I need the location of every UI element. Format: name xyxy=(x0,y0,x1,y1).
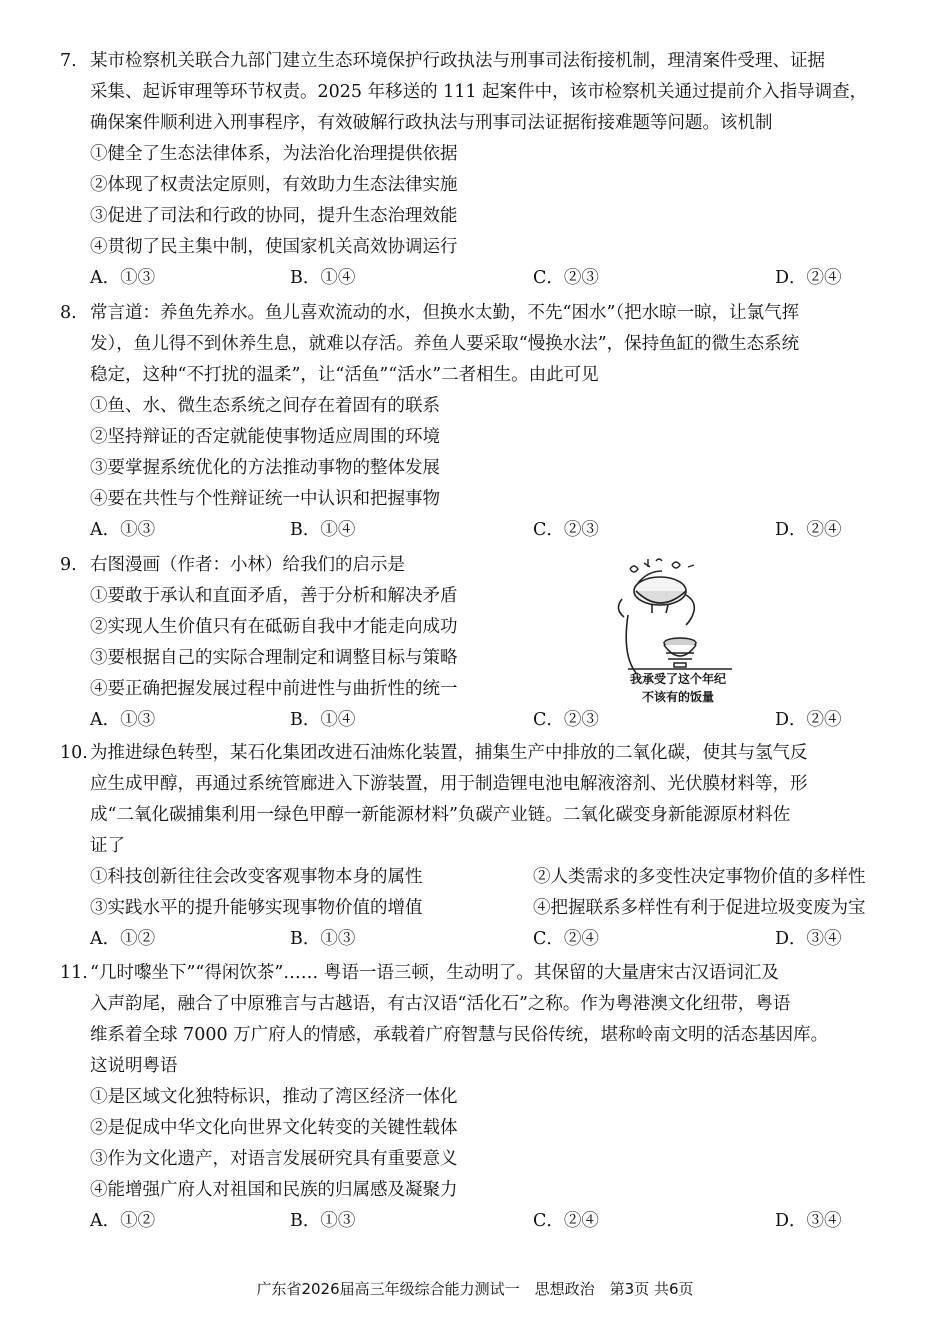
option-2: ②实现人生价值只有在砥砺自我中才能走向成功 xyxy=(90,617,458,637)
choice-c[interactable]: C．②④ xyxy=(533,929,599,949)
choice-b[interactable]: B．①③ xyxy=(290,1211,356,1231)
choice-b[interactable]: B．①④ xyxy=(290,710,356,730)
option-1: ①要敢于承认和直面矛盾，善于分析和解决矛盾 xyxy=(90,586,458,606)
choice-a[interactable]: A．①③ xyxy=(90,710,156,730)
rice-bowl-icon xyxy=(664,638,696,667)
question-number: 11. xyxy=(60,963,88,983)
option-4: ④把握联系多样性有利于促进垃圾变废为宝 xyxy=(533,898,866,918)
question-stem-line: 某市检察机关联合九部门建立生态环境保护行政执法与刑事司法衔接机制，理清案件受理、证据 xyxy=(90,51,825,71)
question-stem-line: 稳定，这种“不打扰的温柔”，让“活鱼”“活水”二者相生。由此可见 xyxy=(90,365,599,385)
question-10 xyxy=(60,738,910,955)
answer-choices xyxy=(60,705,910,736)
choice-c[interactable]: C．②③ xyxy=(533,268,599,288)
choice-a[interactable]: A．①③ xyxy=(90,520,156,540)
question-number: 7. xyxy=(60,51,77,71)
question-8 xyxy=(60,298,910,546)
choice-d[interactable]: D．②④ xyxy=(775,710,842,730)
answer-choices xyxy=(60,263,910,294)
choice-a[interactable]: A．①② xyxy=(90,929,156,949)
cartoon-caption xyxy=(612,670,744,706)
option-2: ②坚持辩证的否定就能使事物适应周围的环境 xyxy=(90,427,440,447)
option-4: ④要正确把握发展过程中前进性与曲折性的统一 xyxy=(90,679,458,699)
question-stem-line: 成“二氧化碳捕集利用一绿色甲醇一新能源材料”负碳产业链。二氧化碳变身新能源原材料佐 xyxy=(90,805,791,825)
question-number: 8. xyxy=(60,303,77,323)
choice-c[interactable]: C．②③ xyxy=(533,520,599,540)
question-stem-line: 常言道：养鱼先养水。鱼儿喜欢流动的水，但换水太勤，不先“困水”（把水晾一晾，让氯气挥 xyxy=(90,303,800,323)
option-3: ③实践水平的提升能够实现事物价值的增值 xyxy=(90,898,423,918)
choice-d[interactable]: D．②④ xyxy=(775,520,842,540)
cartoon-caption-line: 我承受了这个年纪 xyxy=(629,672,726,686)
options-row xyxy=(60,862,910,893)
dizzy-marks-icon xyxy=(630,559,694,572)
option-1: ①健全了生态法律体系，为法治化治理提供依据 xyxy=(90,144,458,164)
option-3: ③要根据自己的实际合理制定和调整目标与策略 xyxy=(90,648,458,668)
choice-d[interactable]: D．②④ xyxy=(775,268,842,288)
option-3: ③要掌握系统优化的方法推动事物的整体发展 xyxy=(90,458,440,478)
question-stem-line: 发），鱼儿得不到休养生息，就难以存活。养鱼人要采取“慢换水法”，保持鱼缸的微生态系统 xyxy=(90,334,800,354)
option-1: ①科技创新往往会改变客观事物本身的属性 xyxy=(90,867,423,887)
choice-a[interactable]: A．①② xyxy=(90,1211,156,1231)
option-2: ②体现了权责法定原则，有效助力生态法律实施 xyxy=(90,175,458,195)
choice-b[interactable]: B．①④ xyxy=(290,268,356,288)
answer-choices xyxy=(60,924,910,955)
question-9 xyxy=(60,550,910,736)
question-stem-line: 为推进绿色转型，某石化集团改进石油炼化装置，捕集生产中排放的二氧化碳，使其与氢气反 xyxy=(90,743,808,763)
choice-a[interactable]: A．①③ xyxy=(90,268,156,288)
question-7 xyxy=(60,46,910,294)
option-1: ①鱼、水、微生态系统之间存在着固有的联系 xyxy=(90,396,440,416)
question-stem-line: 维系着全球 7000 万广府人的情感，承载着广府智慧与民俗传统，堪称岭南文明的活态基因库。 xyxy=(90,1025,829,1045)
question-stem-line: 右图漫画（作者：小林）给我们的启示是 xyxy=(90,555,405,575)
choice-c[interactable]: C．②③ xyxy=(533,710,599,730)
choice-b[interactable]: B．①④ xyxy=(290,520,356,540)
choice-b[interactable]: B．①③ xyxy=(290,929,356,949)
option-2: ②人类需求的多变性决定事物价值的多样性 xyxy=(533,867,866,887)
option-3: ③作为文化遗产，对语言发展研究具有重要意义 xyxy=(90,1149,458,1169)
choice-c[interactable]: C．②④ xyxy=(533,1211,599,1231)
question-stem-line: “几时嚟坐下”“得闲饮茶”…… 粤语一语三顿，生动明了。其保留的大量唐宋古汉语词汇及 xyxy=(90,963,779,983)
option-2: ②是促成中华文化向世界文化转变的关键性载体 xyxy=(90,1118,458,1138)
page-footer: 广东省2026届高三年级综合能力测试一 思想政治 第3页 共6页 xyxy=(256,1280,694,1298)
question-11 xyxy=(60,958,910,1237)
person-drinking-icon xyxy=(618,571,694,673)
question-stem-line: 入声韵尾，融合了中原雅言与古越语，有古汉语“活化石”之称。作为粤港澳文化纽带，粤语 xyxy=(90,994,791,1014)
cartoon-caption-line: 不该有的饭量 xyxy=(641,690,714,704)
question-stem-line: 采集、起诉审理等环节权责。2025 年移送的 111 起案件中，该市检察机关通过提前介入指导调查， xyxy=(90,82,868,102)
option-4: ④要在共性与个性辩证统一中认识和把握事物 xyxy=(90,489,440,509)
question-number: 10. xyxy=(60,743,88,763)
question-stem-line: 应生成甲醇，再通过系统管廊进入下游装置，用于制造锂电池电解液溶剂、光伏膜材料等，形 xyxy=(90,774,808,794)
question-number: 9. xyxy=(60,555,77,575)
options-row xyxy=(60,893,910,924)
option-3: ③促进了司法和行政的协同，提升生态治理效能 xyxy=(90,206,458,226)
option-4: ④贯彻了民主集中制，使国家机关高效协调运行 xyxy=(90,237,458,257)
question-stem-line: 证了 xyxy=(90,836,125,856)
option-1: ①是区域文化独特标识，推动了湾区经济一体化 xyxy=(90,1087,458,1107)
choice-d[interactable]: D．③④ xyxy=(775,929,842,949)
question-stem-line: 确保案件顺利进入刑事程序，有效破解行政执法与刑事司法证据衔接难题等问题。该机制 xyxy=(90,113,773,133)
choice-d[interactable]: D．③④ xyxy=(775,1211,842,1231)
answer-choices xyxy=(60,515,910,546)
question-stem-line: 这说明粤语 xyxy=(90,1056,178,1076)
option-4: ④能增强广府人对祖国和民族的归属感及凝聚力 xyxy=(90,1180,458,1200)
answer-choices xyxy=(60,1206,910,1237)
